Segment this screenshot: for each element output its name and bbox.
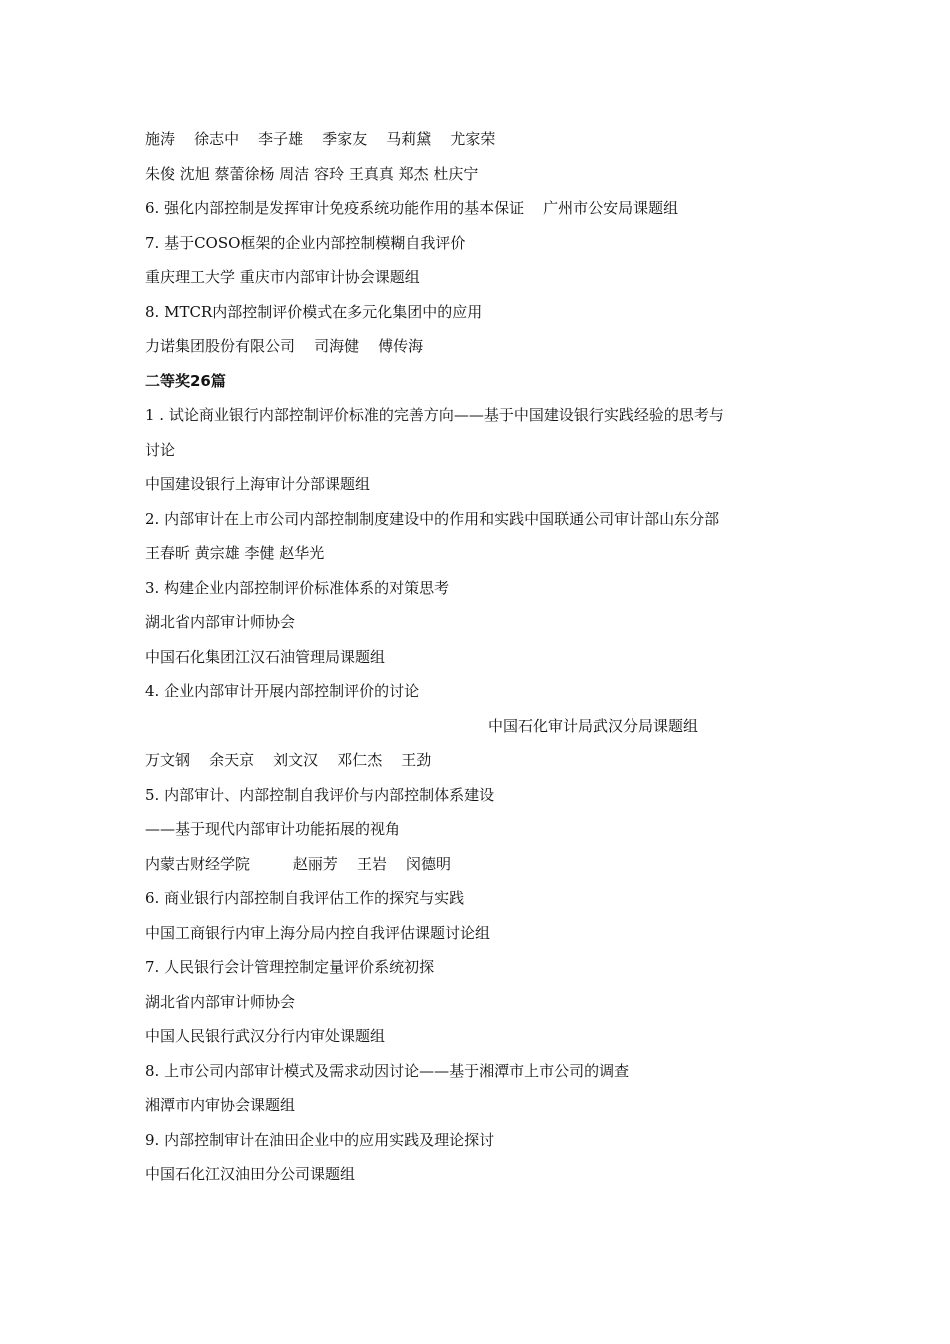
author-line: 朱俊 沈旭 蔡蕾徐杨 周洁 容玲 王真真 郑杰 杜庆宁 [145, 164, 479, 183]
entry-organization: 湖北省内部审计师协会 [145, 992, 296, 1011]
entry-title: 4. 企业内部审计开展内部控制评价的讨论 [145, 682, 420, 700]
author-line: 王春昕 黄宗雄 李健 赵华光 [145, 544, 325, 562]
entry-title: 7. 人民银行会计管理控制定量评价系统初探 [145, 958, 435, 976]
entry-title: 1 . 试论商业银行内部控制评价标准的完善方向——基于中国建设银行实践经验的思考与 [145, 406, 724, 424]
entry-organization: 重庆理工大学 重庆市内部审计协会课题组 [145, 268, 420, 286]
entry-organization: 湘潭市内审协会课题组 [145, 1096, 296, 1114]
entry-organization: 内蒙古财经学院 赵丽芳 王岩 闵德明 [145, 854, 452, 873]
award-list [145, 122, 825, 1192]
entry-title: 3. 构建企业内部控制评价标准体系的对策思考 [145, 578, 450, 597]
entry-organization: 湖北省内部审计师协会 [145, 613, 296, 631]
entry-subtitle: ——基于现代内部审计功能拓展的视角 [145, 820, 401, 838]
author-line: 施涛 徐志中 李子雄 季家友 马莉黛 尤家荣 [145, 130, 496, 148]
section-heading-second-prize: 二等奖26篇 [145, 371, 226, 390]
entry-title: 6. 强化内部控制是发挥审计免疫系统功能作用的基本保证 广州市公安局课题组 [145, 199, 679, 217]
entry-title: 2. 内部审计在上市公司内部控制制度建设中的作用和实践中国联通公司审计部山东分部 [145, 509, 720, 528]
entry-organization: 中国建设银行上海审计分部课题组 [145, 475, 371, 493]
entry-title: 7. 基于COSO框架的企业内部控制模糊自我评价 [145, 233, 466, 252]
entry-title: 8. MTCR内部控制评价模式在多元化集团中的应用 [145, 302, 483, 321]
entry-organization: 中国石化集团江汉石油管理局课题组 [145, 647, 386, 666]
entry-title: 8. 上市公司内部审计模式及需求动因讨论——基于湘潭市上市公司的调查 [145, 1061, 630, 1080]
entry-title: 6. 商业银行内部控制自我评估工作的探究与实践 [145, 889, 465, 907]
entry-organization: 中国人民银行武汉分行内审处课题组 [145, 1027, 386, 1045]
author-line: 万文钢 余天京 刘文汉 邓仁杰 王劲 [145, 751, 432, 769]
entry-title-continued: 讨论 [145, 440, 176, 459]
entry-organization: 中国工商银行内审上海分局内控自我评估课题讨论组 [145, 923, 491, 942]
entry-title: 9. 内部控制审计在油田企业中的应用实践及理论探讨 [145, 1130, 495, 1149]
entry-organization: 中国石化江汉油田分公司课题组 [145, 1165, 356, 1183]
entry-organization: 中国石化审计局武汉分局课题组 [488, 716, 699, 735]
entry-organization: 力诺集团股份有限公司 司海健 傅传海 [145, 337, 424, 355]
entry-title: 5. 内部审计、内部控制自我评价与内部控制体系建设 [145, 785, 495, 804]
